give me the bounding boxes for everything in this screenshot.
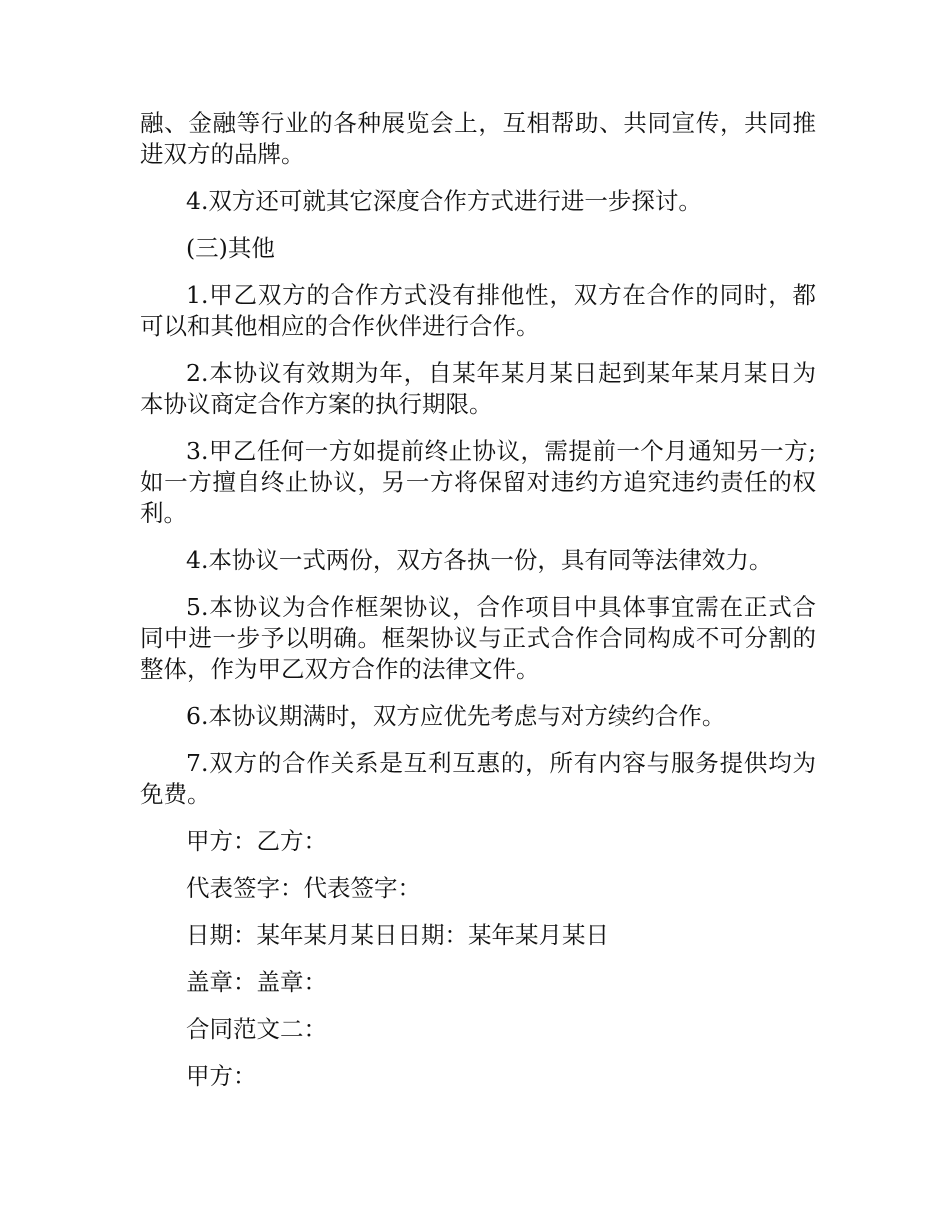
signature-parties-line: 甲方：乙方： (186, 827, 327, 855)
signature-representative-line: 代表签字：代表签字： (186, 874, 421, 902)
paragraph-clause-2-validity-period: 2.本协议有效期为年，自某年某月某日起到某年某月某日为本协议商定合作方案的执行期限。 (140, 359, 816, 418)
paragraph-clause-5-framework: 5.本协议为合作框架协议，合作项目中具体事宜需在正式合同中进一步予以明确。框架协议与正式合作合同构成不可分割的整体，作为甲乙双方合作的法律文件。 (140, 593, 816, 683)
paragraph-clause-4-copies: 4.本协议一式两份，双方各执一份，具有同等法律效力。 (186, 546, 773, 574)
signature-date-line: 日期：某年某月某日日期：某年某月某日 (186, 921, 609, 949)
paragraph-clause-3-termination: 3.甲乙任何一方如提前终止协议，需提前一个月通知另一方;如一方擅自终止协议，另一方将保留对违约方追究违约责任的权利。 (140, 437, 816, 527)
section-heading-other: (三)其他 (186, 234, 275, 262)
paragraph-clause-6-renewal: 6.本协议期满时，双方应优先考虑与对方续约合作。 (186, 702, 726, 730)
signature-seal-line: 盖章：盖章： (186, 968, 327, 996)
document-body (140, 108, 816, 1108)
paragraph-clause-1-non-exclusive: 1.甲乙双方的合作方式没有排他性，双方在合作的同时，都可以和其他相应的合作伙伴进行合作。 (140, 281, 816, 340)
party-a-label: 甲方： (186, 1062, 257, 1090)
paragraph-clause-7-free-service: 7.双方的合作关系是互利互惠的，所有内容与服务提供均为免费。 (140, 749, 816, 808)
paragraph-clause-4-further-cooperation: 4.双方还可就其它深度合作方式进行进一步探讨。 (186, 187, 702, 215)
contract-sample-two-heading: 合同范文二： (186, 1015, 327, 1043)
paragraph-exhibition-continuation: 融、金融等行业的各种展览会上，互相帮助、共同宣传，共同推进双方的品牌。 (140, 109, 816, 168)
